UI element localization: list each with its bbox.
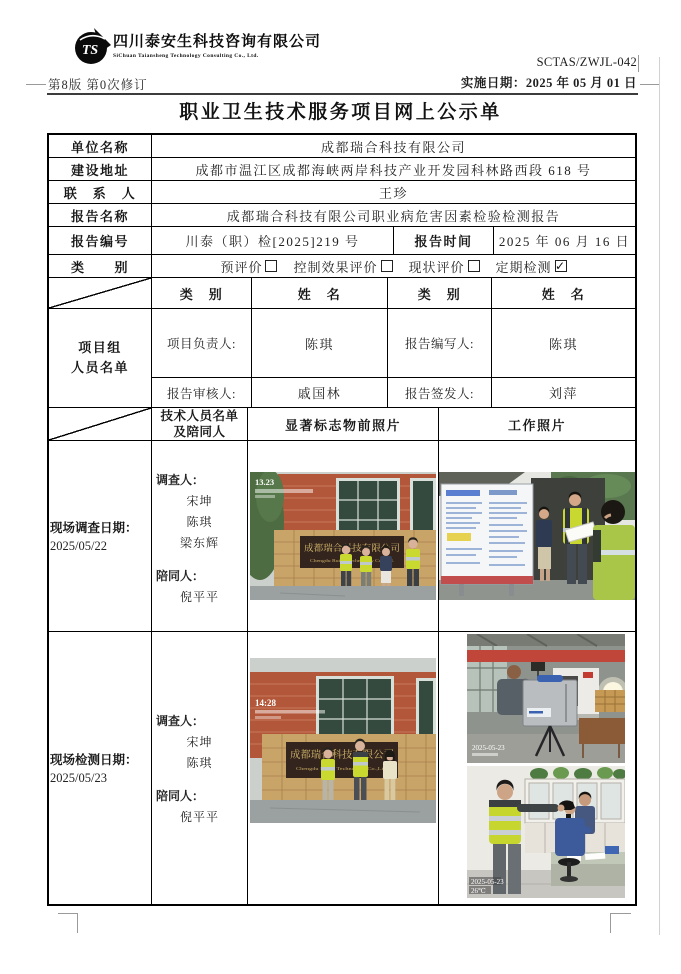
detection-landmark-photo [250,658,436,823]
survey-landmark-photo [250,472,436,600]
detection-date-label: 现场检测日期： [50,753,138,767]
checkbox [265,260,277,272]
report-time-value: 2025 年 06 月 16 日 [498,234,631,249]
team-role: 报告编写人: [388,309,492,377]
team-row [152,378,635,407]
team-grid [152,309,635,407]
tech-personnel-header-line1: 技术人员名单 [160,409,239,423]
team-col-header: 姓 名 [541,286,586,302]
crop-mark-bottom-right-h [610,913,631,914]
address-value: 成都市温江区成都海峡两岸科技产业开发园科林路西段 618 号 [195,162,592,178]
survey-work-photo [439,472,635,600]
publicity-table [47,133,637,906]
site-survey-row [49,441,635,632]
address-label: 建设地址 [49,158,152,180]
report-no-value: 川泰（职）检[2025]219 号 [152,227,394,254]
survey-landmark-photo-cell [248,441,439,631]
detection-work-photo-cell [439,632,635,904]
team-col-header: 姓 名 [252,278,388,308]
table-row [49,227,635,255]
implementation-date-label: 实施日期： [460,76,526,90]
team-role: 项目负责人: [152,309,252,377]
report-no-label: 报告编号 [49,227,152,254]
team-role: 报告审核人: [152,378,252,407]
table-row [49,204,635,227]
detection-work-photo-1 [467,634,625,763]
page-title: 职业卫生技术服务项目网上公示单 [179,102,502,123]
survey-personnel-cell [152,441,248,631]
survey-date-label: 现场调查日期： [50,521,138,535]
team-row-label [49,309,152,407]
photo-timestamp: 2025-05-23 [472,744,505,752]
company-logo [74,26,111,66]
team-row-label-line1: 项目组 [78,340,122,355]
category-option-label: 定期检测 [495,259,552,275]
diagonal-cell [49,408,152,440]
page-edge-line [659,57,660,935]
team-row-label-line2: 人员名单 [70,360,129,375]
unit-name-label: 单位名称 [49,135,152,157]
checkbox [468,260,480,272]
team-name: 陈琪 [548,336,578,352]
investigator-label: 调查人： [156,713,205,728]
report-name-value: 成都瑞合科技有限公司职业病危害因素检验检测报告 [226,208,561,224]
photo-header-row [49,408,635,441]
category-label: 类 别 [49,255,152,277]
header-divider [47,93,638,95]
escort-label: 陪同人： [156,788,205,803]
investigator-name: 陈琪 [186,755,213,770]
table-row [49,158,635,181]
logo-text: TS [81,43,99,58]
photo-timestamp: 13.23 [255,477,275,487]
table-row [49,135,635,158]
team-name: 刘萍 [548,386,578,401]
detection-date-value: 2025/05/23 [50,771,107,785]
checkbox [381,260,393,272]
category-option-label: 现状评价 [408,259,465,275]
survey-date-value: 2025/05/22 [50,539,107,553]
photo-temperature: 26℃ [471,887,486,895]
survey-work-photo-cell [439,441,635,631]
report-time-label: 报告时间 [394,227,494,254]
crop-mark-bottom-left-v [77,913,78,933]
company-block [113,30,321,59]
investigator-name: 梁东辉 [179,536,219,550]
team-header-row [49,278,635,309]
category-option-control-effect [293,257,392,276]
diagonal-cell [49,278,152,308]
table-row [49,181,635,204]
category-option-periodic-test [496,257,567,276]
crop-mark-bottom-right-v [610,913,611,933]
unit-name-value: 成都瑞合科技有限公司 [320,139,466,155]
detection-date-cell [49,632,152,904]
team-role: 报告签发人: [388,378,492,407]
team-name: 戚国林 [252,378,388,407]
company-name-en: SiChuan Taiansheng Technology Consulting Co., Ltd. [113,53,259,59]
category-option-label: 控制效果评价 [293,259,378,275]
team-name: 陈琪 [252,309,388,377]
detection-work-photo-2 [467,766,625,898]
crop-mark-bottom-left-h [58,913,77,914]
photo-timestamp: 2025-05-23 [471,878,504,886]
category-option-status-evaluation [409,257,480,276]
escort-name: 倪平平 [179,809,219,824]
table-row [49,255,635,278]
category-option-pre-evaluation [220,257,277,276]
work-photo-header: 工作照片 [507,417,566,433]
category-option-label: 预评价 [220,259,263,275]
revision-note: 第8版 第0次修订 [48,78,148,92]
escort-name: 倪平平 [179,590,219,604]
company-sign-text-en: Chengdu Ruihe Technology Co.,Ltd. [310,558,369,563]
company-name-cn: 四川泰安生科技咨询有限公司 [113,34,322,50]
photo-timestamp: 14:28 [255,698,276,708]
investigator-name: 陈琪 [186,515,213,529]
implementation-date-value: 2025 年 05 月 01 日 [525,76,637,90]
team-body-row [49,309,635,408]
report-name-label: 报告名称 [49,204,152,226]
checkbox-checked: ✓ [555,258,567,273]
detection-landmark-photo-cell [248,632,439,904]
detection-personnel-cell [152,632,248,904]
tech-personnel-header [152,408,248,440]
contact-label: 联 系 人 [49,181,152,203]
contact-value: 王珍 [378,185,408,201]
implementation-date [461,73,637,91]
team-row [152,309,635,378]
crop-mark-top-right [640,84,660,85]
team-col-header: 类 别 [152,278,252,308]
doc-code: SCTAS/ZWJL-042 [536,55,637,69]
tech-personnel-header-line2: 及陪同人 [173,425,226,439]
investigator-label: 调查人： [156,473,205,487]
escort-label: 陪同人： [156,569,205,583]
crop-mark-top-left [26,84,46,85]
investigator-name: 宋坤 [186,494,213,508]
company-sign-text: 成都瑞合科技有限公司 [290,750,390,761]
site-detection-row [49,632,635,904]
investigator-name: 宋坤 [186,734,213,749]
category-options [152,255,635,277]
team-col-header: 类 别 [388,278,492,308]
crop-mark-top-right-vertical [638,55,639,72]
landmark-photo-header: 显著标志物前照片 [248,408,439,440]
survey-date-cell [49,441,152,631]
